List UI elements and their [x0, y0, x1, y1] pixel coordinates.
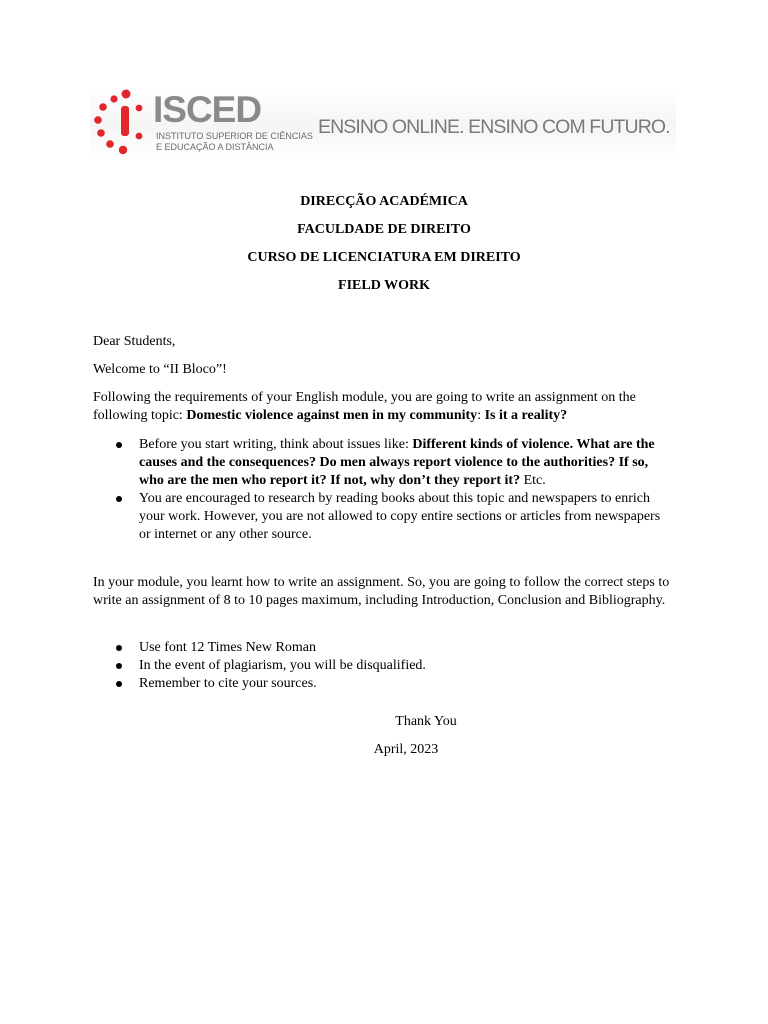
logo-subtitle-line2: E EDUCAÇÃO A DISTÂNCIA: [156, 142, 274, 152]
list-item: [93, 436, 673, 490]
intro-topic: Domestic violence against men in my community: [186, 408, 478, 423]
bullet-icon: [116, 681, 122, 687]
intro-question: Is it a reality?: [484, 408, 568, 423]
logo-subtitle: [156, 131, 313, 153]
header-banner: [90, 86, 676, 158]
date-line: April, 2023: [373, 742, 439, 757]
bullet-icon: [116, 645, 122, 651]
logo-wordmark: ISCED: [153, 89, 262, 130]
list-item-lead: Before you start writing, think about issues like:: [139, 437, 413, 452]
bullet-icon: [116, 663, 122, 669]
bullet-icon: [116, 496, 122, 502]
list-item-text: Remember to cite your sources.: [139, 676, 317, 691]
heading-direction: DIRECÇÃO ACADÉMICA: [300, 194, 468, 209]
list-item: [93, 490, 673, 544]
heading-faculty: FACULDADE DE DIREITO: [297, 222, 471, 237]
logo-subtitle-line1: INSTITUTO SUPERIOR DE CIÊNCIAS: [156, 131, 313, 141]
intro-text: Following the requirements of your English module, you are going to write an assignment on the following topic:: [93, 390, 636, 423]
list-item-tail: Etc.: [520, 473, 546, 488]
list-item: [93, 639, 673, 657]
list-item-text: In the event of plagiarism, you will be disqualified.: [139, 658, 426, 673]
list-item: [93, 657, 673, 675]
greeting: Dear Students,: [93, 334, 176, 349]
list-item-bold: Different kinds of violence. What are the causes and the consequences? Do men always report violence to the authorities? If so, who are the men who report it? If not, why don’t they report it?: [139, 437, 655, 488]
list-item: [93, 675, 673, 693]
slogan: ENSINO ONLINE. ENSINO COM FUTURO.: [318, 116, 670, 138]
isced-logo-icon: [92, 86, 150, 158]
guidance-list: [93, 436, 673, 544]
heading-field-work: FIELD WORK: [338, 278, 430, 293]
closing-line: Thank You: [395, 714, 457, 729]
welcome-line: Welcome to “II Bloco”!: [93, 362, 227, 377]
bullet-icon: [116, 442, 122, 448]
intro-paragraph: [93, 389, 673, 425]
rules-list: [93, 639, 673, 693]
intro-sep: :: [477, 408, 485, 423]
list-item-text: Use font 12 Times New Roman: [139, 640, 316, 655]
module-paragraph: In your module, you learnt how to write an assignment. So, you are going to follow the correct steps to write an assignment of 8 to 10 pages maximum, including Introduction, Conclusion and Bibliography.: [93, 575, 670, 608]
heading-course: CURSO DE LICENCIATURA EM DIREITO: [247, 250, 521, 265]
list-item-lead: You are encouraged to research by reading books about this topic and newspapers to enrich your work. However, you are not allowed to copy entire sections or articles from newspapers or internet or any other source.: [139, 491, 661, 542]
